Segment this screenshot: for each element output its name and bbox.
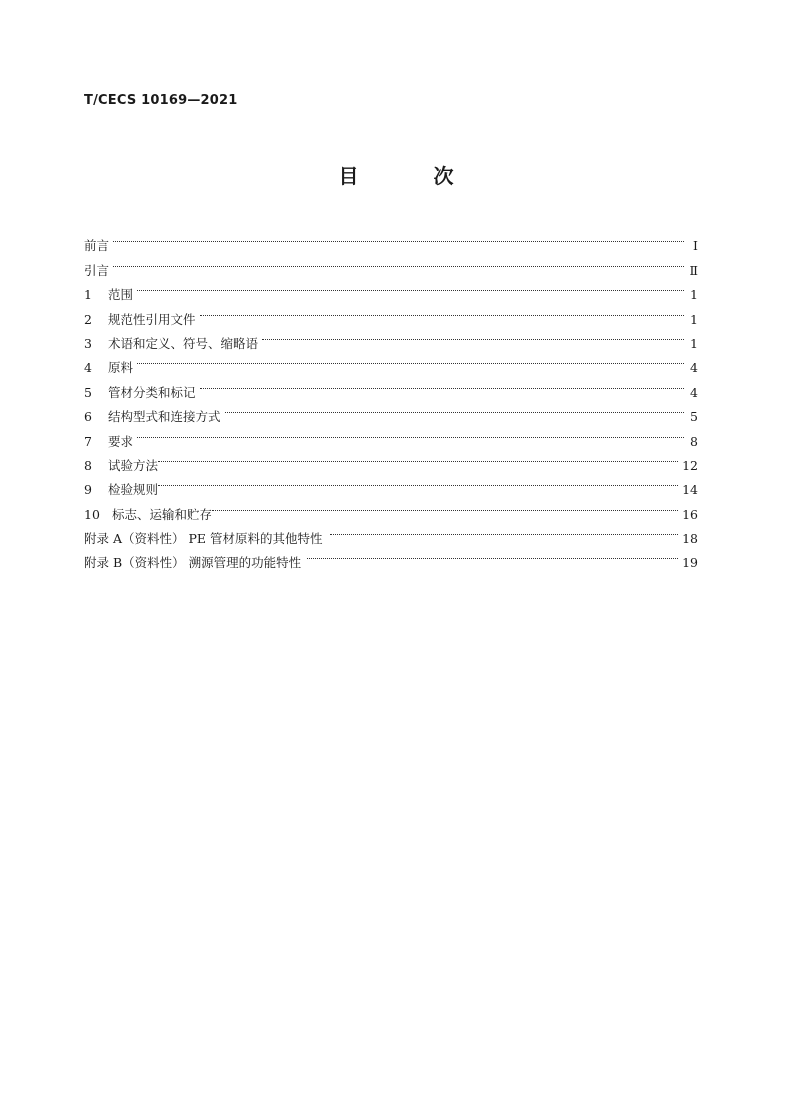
toc-page-number: 5 <box>690 409 698 425</box>
toc-entry-text: 附录 B（资料性） 溯源管理的功能特性 <box>84 555 302 571</box>
toc-entry-number: 10 <box>84 506 100 522</box>
toc-entry-number: 8 <box>84 457 92 473</box>
toc-entry-4[interactable] <box>84 348 698 376</box>
toc-entry-introduction[interactable] <box>84 250 698 278</box>
dot-leader <box>200 299 684 323</box>
toc-entry-text: 管材分类和标记 <box>108 384 196 400</box>
dot-leader <box>262 324 684 348</box>
toc-entry-5[interactable] <box>84 372 698 400</box>
dot-leader <box>158 446 678 470</box>
toc-entry-text: 范围 <box>108 287 134 303</box>
toc-entry-number: 4 <box>84 360 92 376</box>
toc-entry-number: 3 <box>84 335 92 351</box>
toc-page-number: 4 <box>690 384 698 400</box>
toc-page-number: 8 <box>690 433 698 449</box>
toc-page-number: Ⅱ <box>689 262 698 278</box>
toc-page-number: 16 <box>682 506 698 522</box>
dot-leader <box>113 250 684 274</box>
toc-page-number: 14 <box>682 482 698 498</box>
dot-leader <box>307 543 678 567</box>
toc-entry-text: 结构型式和连接方式 <box>108 409 221 425</box>
dot-leader <box>158 470 678 494</box>
toc-entry-text: 附录 A（资料性） PE 管材原料的其他特性 <box>84 531 323 547</box>
toc-entry-text: 要求 <box>108 433 134 449</box>
toc-entry-7[interactable] <box>84 421 698 449</box>
toc-page-number: 1 <box>690 335 698 351</box>
dot-leader <box>330 519 678 543</box>
dot-leader <box>137 275 684 299</box>
toc-page-number: 19 <box>682 555 698 571</box>
toc-entry-text: 标志、运输和贮存 <box>112 506 213 522</box>
toc-entry-text: 检验规则 <box>108 482 159 498</box>
toc-entry-number: 5 <box>84 384 92 400</box>
toc-entry-number: 1 <box>84 287 92 303</box>
toc-entry-9[interactable] <box>84 470 698 498</box>
toc-entry-text: 前言 <box>84 238 110 254</box>
toc-entry-text: 术语和定义、符号、缩略语 <box>108 335 259 351</box>
toc-entry-2[interactable] <box>84 299 698 327</box>
toc-entry-foreword[interactable] <box>84 226 698 254</box>
dot-leader <box>212 494 678 518</box>
toc-entry-number: 6 <box>84 409 92 425</box>
toc-entry-text: 试验方法 <box>108 457 159 473</box>
page-title: 目 次 <box>338 164 488 188</box>
dot-leader <box>137 348 684 372</box>
toc-page-number: 1 <box>690 311 698 327</box>
toc-page-number: 18 <box>682 531 698 547</box>
toc-entry-1[interactable] <box>84 275 698 303</box>
toc-entry-number: 7 <box>84 433 92 449</box>
dot-leader <box>113 226 684 250</box>
toc-entry-10[interactable] <box>84 494 698 522</box>
toc-entry-text: 原料 <box>108 360 134 376</box>
toc-page-number: 4 <box>690 360 698 376</box>
dot-leader <box>225 397 684 421</box>
toc-page-number: 1 <box>690 287 698 303</box>
table-of-contents <box>84 226 698 571</box>
toc-entry-number: 9 <box>84 482 92 498</box>
toc-entry-8[interactable] <box>84 446 698 473</box>
toc-page-number: Ⅰ <box>693 238 698 254</box>
toc-entry-text: 规范性引用文件 <box>108 311 196 327</box>
toc-entry-text: 引言 <box>84 262 110 278</box>
toc-entry-number: 2 <box>84 311 92 327</box>
dot-leader <box>137 421 684 445</box>
dot-leader <box>200 372 684 396</box>
standard-code: T/CECS 10169—2021 <box>84 93 238 108</box>
toc-page-number: 12 <box>682 457 698 473</box>
